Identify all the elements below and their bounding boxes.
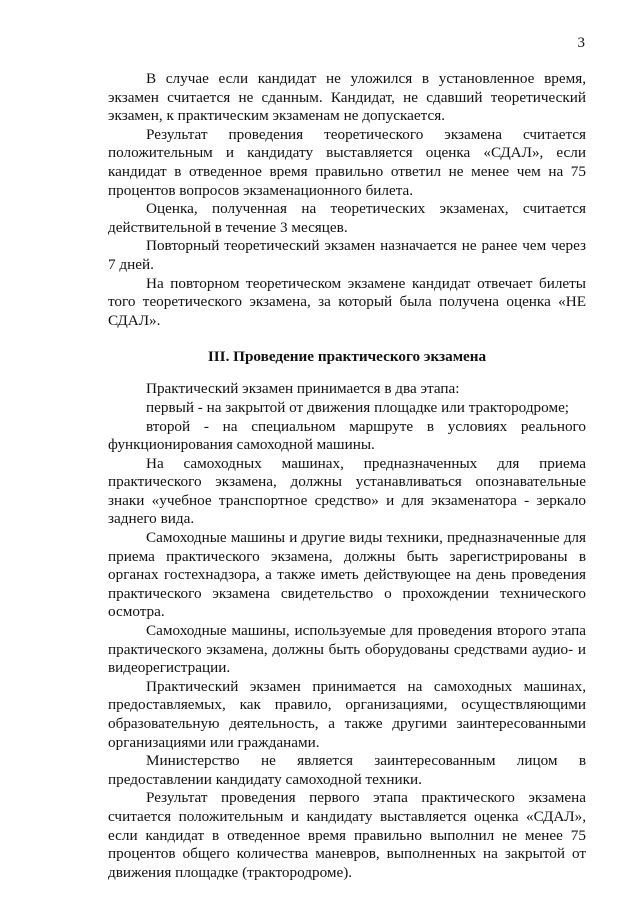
document-body [108,70,586,882]
page-number: 3 [577,35,585,51]
paragraph-stage-one: первый - на закрытой от движения площадке или трактородроме; [146,398,570,416]
paragraph-machine-providers: Практический экзамен принимается на самоходных машинах, предоставляемых, как правило, организациями, осуществляющими образовательную деятельность, а также другими заинтересованными организациями или гражданами. [108,677,586,751]
paragraph-ministry: Министерство не является заинтересованным лицом в предоставлении кандидату самоходной техники. [108,752,586,788]
paragraph-stage-one-result: Результат проведения первого этапа практического экзамена считается положительным и кандидату выставляется оценка «СДАЛ», если кандидат в отведенное время правильно выполнил не менее 75 процентов общего количества маневров, выполненных на закрытой от движения площадке (трактородроме). [108,789,586,881]
paragraph-registration: Самоходные машины и другие виды техники, предназначенные для приема практического экзамена, должны быть зарегистрированы в органах гостехнадзора, а также иметь действующее на день проведения практического экзамена свидетельство о прохождении технического осмотра. [108,529,586,621]
paragraph-theory-result: Результат проведения теоретического экзамена считается положительным и кандидату выставляется оценка «СДАЛ», если кандидат в отведенное время правильно ответил не менее чем на 75 процентов вопросов экзаменационного билета. [108,125,586,199]
paragraph-stage-two: второй - на специальном маршруте в условиях реального функционирования самоходной машины. [108,417,586,454]
paragraph-retake-tickets: На повторном теоретическом экзамене кандидат отвечает билеты того теоретического экзамена, за который была получена оценка «НЕ СДАЛ». [108,274,586,329]
paragraph-recording-equipment: Самоходные машины, используемые для проведения второго этапа практического экзамена, должны быть оборудованы средствами аудио- и видеорегистрации. [108,622,586,677]
paragraph-identification-signs: На самоходных машинах, предназначенных для приема практического экзамена, должны устанавливаться опознавательные знаки «учебное транспортное средство» и для экзаменатора - зеркало заднего вида. [108,454,586,528]
paragraph-grade-validity: Оценка, полученная на теоретических экзаменах, считается действительной в течение 3 месяцев. [108,200,586,236]
paragraph-retake-interval: Повторный теоретический экзамен назначается не ранее чем через 7 дней. [108,237,586,273]
paragraph-exam-time-limit: В случае если кандидат не уложился в установленное время, экзамен считается не сданным. Кандидат, не сдавший теоретический экзамен, к практическим экзаменам не допускается. [108,70,586,125]
paragraph-practical-stages: Практический экзамен принимается в два этапа: [146,380,460,398]
section-heading: III. Проведение практического экзамена [207,348,487,366]
